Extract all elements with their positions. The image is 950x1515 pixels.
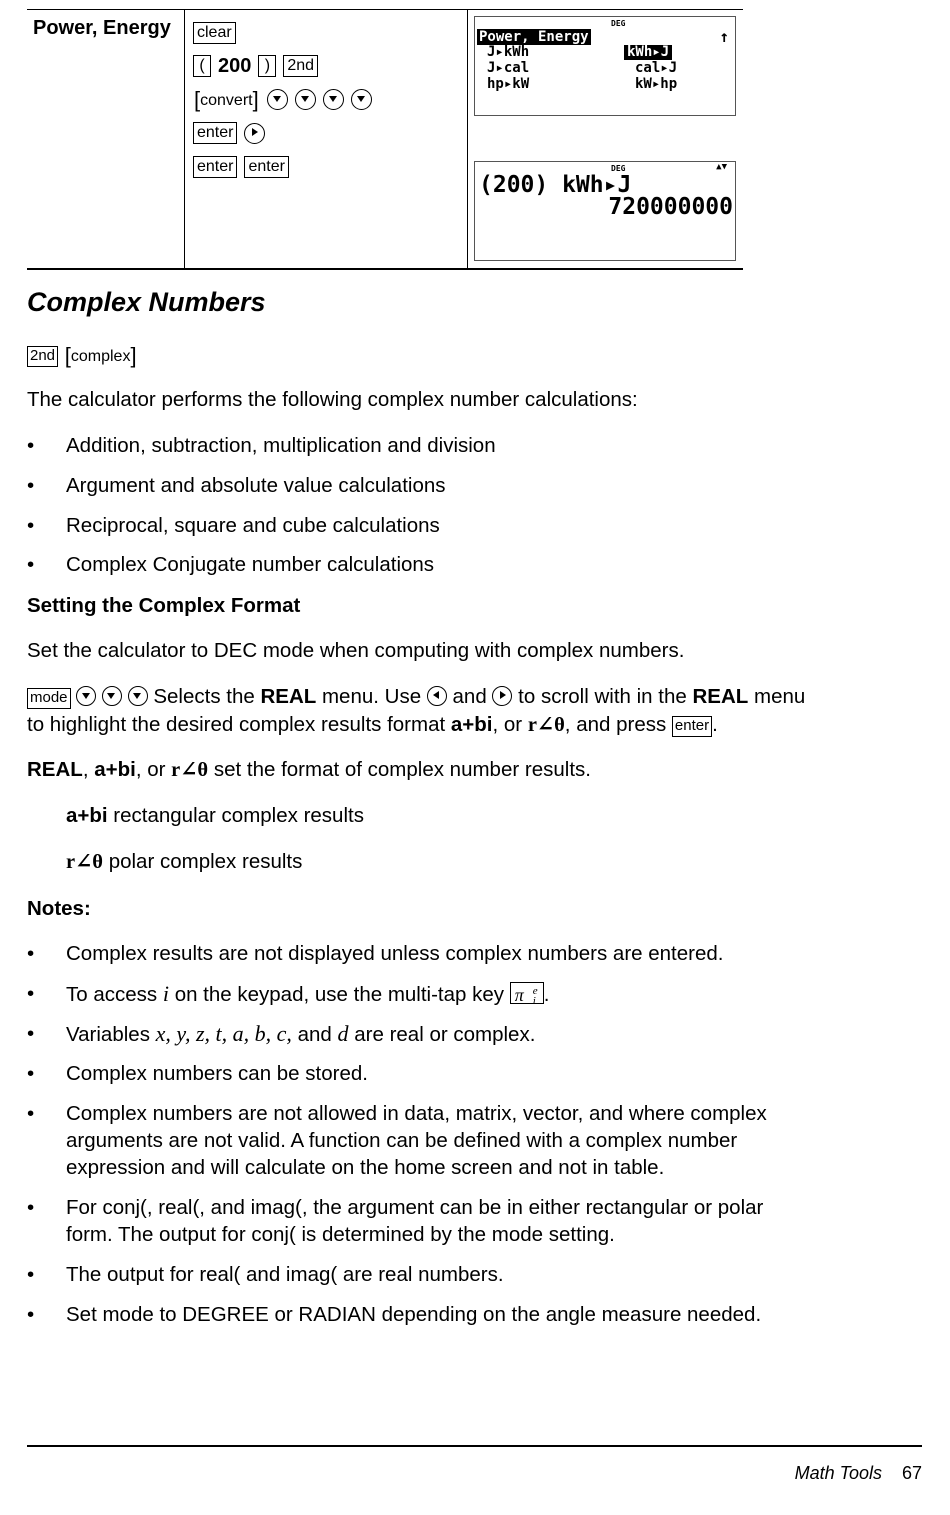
footer-rule [27, 1445, 922, 1447]
second-key: 2nd [27, 346, 58, 367]
table-divider [467, 9, 468, 269]
menu-item-selected: kWh▸J [624, 45, 672, 60]
entered-expression: (200) kWh▸J [479, 172, 632, 198]
menu-item: hp▸kW [487, 76, 530, 92]
mode-key: mode [27, 688, 71, 709]
value-200: 200 [218, 54, 252, 77]
calculation-result: 720000000 [608, 194, 733, 220]
down-arrow-icon [102, 686, 122, 706]
footer-section: Math Tools [794, 1463, 882, 1483]
access-keys [27, 341, 138, 370]
mode-indicator: DEG [611, 164, 626, 173]
polar-format: r∠θ polar complex results [66, 850, 303, 873]
menu-item: cal▸J [635, 60, 678, 76]
scroll-indicator-icon: ▲▼ [716, 162, 727, 172]
table-bottom-rule [27, 268, 743, 270]
menu-item: J▸cal [487, 60, 530, 76]
menu-item: kW▸hp [635, 76, 678, 92]
left-arrow-icon [427, 686, 447, 706]
instruction-line-2: to highlight the desired complex results format a+bi, or r∠θ, and press enter . [27, 713, 718, 736]
down-arrow-icon [295, 89, 316, 110]
convert-menu: [ convert ] [193, 87, 260, 113]
calculator-screen-menu [474, 16, 736, 116]
close-paren-key: ) [258, 55, 276, 77]
menu-item: J▸kWh [487, 44, 530, 60]
intro-text: The calculator performs the following complex number calculations: [27, 388, 638, 411]
format-line: REAL, a+bi, or r∠θ set the format of complex number results. [27, 758, 591, 781]
enter-key: enter [244, 156, 288, 178]
down-arrow-icon [128, 686, 148, 706]
table-row-label: Power, Energy [33, 17, 171, 39]
right-arrow-icon [244, 123, 265, 144]
set-mode-text: Set the calculator to DEC mode when computing with complex numbers. [27, 639, 685, 662]
down-arrow-icon [351, 89, 372, 110]
enter-key: enter [193, 156, 237, 178]
section-title: Complex Numbers [27, 287, 266, 317]
enter-key: enter [193, 122, 237, 144]
page-number: 67 [901, 1463, 922, 1483]
down-arrow-icon [76, 686, 96, 706]
enter-key: enter [672, 716, 712, 737]
page-footer [795, 1463, 922, 1484]
right-arrow-icon [492, 686, 512, 706]
open-paren-key: ( [193, 55, 211, 77]
table-divider [184, 9, 185, 269]
table-top-rule [27, 9, 743, 10]
calculator-screen-result [474, 161, 736, 261]
mode-indicator: DEG [611, 19, 626, 28]
rectangular-format: a+bi rectangular complex results [66, 804, 364, 827]
instruction-line-1: mode Selects the REAL menu. Use and to scroll with in the REAL menu [27, 683, 805, 710]
second-key: 2nd [283, 55, 318, 77]
up-arrow-icon: ↑ [719, 27, 729, 46]
pi-multitap-key: π e i [510, 982, 544, 1004]
complex-menu: [ complex ] [64, 348, 138, 365]
menu-title: Power, Energy [479, 29, 589, 45]
subheading: Setting the Complex Format [27, 594, 301, 617]
keystroke-sequence [193, 16, 372, 184]
notes-heading: Notes: [27, 897, 91, 920]
clear-key: clear [193, 22, 236, 44]
down-arrow-icon [267, 89, 288, 110]
down-arrow-icon [323, 89, 344, 110]
